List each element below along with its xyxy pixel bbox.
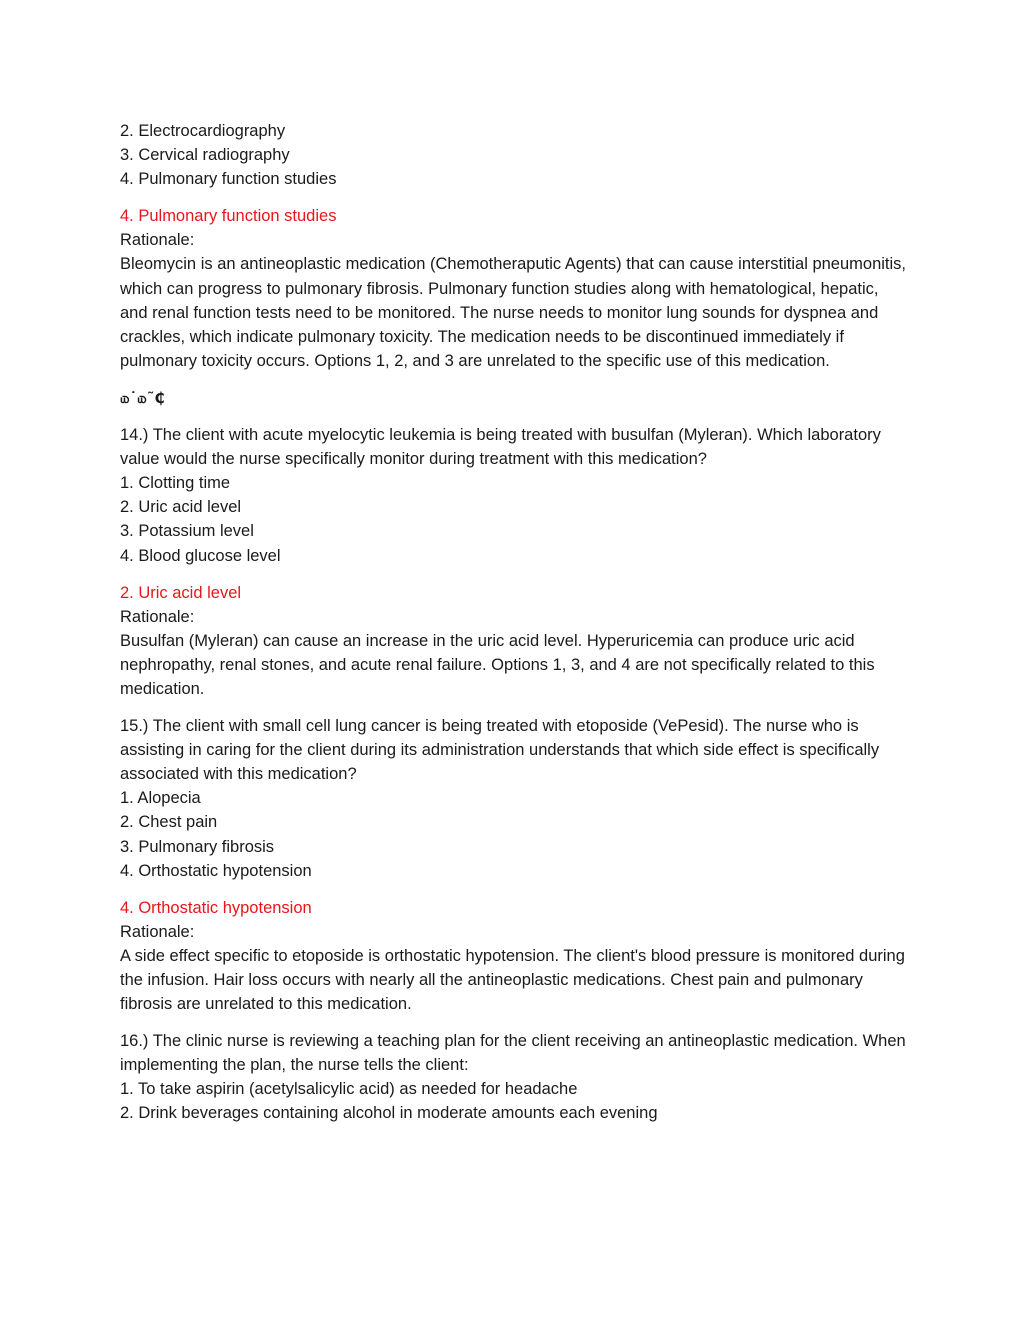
q13-option-2: 2. Electrocardiography: [120, 122, 286, 140]
q16-option-1: 1. To take aspirin (acetylsalicylic acid) as needed for headache: [120, 1080, 578, 1099]
q16-option-2: 2. Drink beverages containing alcohol in moderate amounts each evening: [120, 1104, 658, 1123]
q14-option-2: 2. Uric acid level: [120, 498, 242, 517]
q15-question: 15.) The client with small cell lung cancer is being treated with etoposide (VePesid). The nurse who is assisting in caring for the client during its administration understands that which side effect is specifically associated with this medication?: [120, 717, 880, 784]
q14-option-4: 4. Blood glucose level: [120, 546, 281, 565]
q15-option-3: 3. Pulmonary fibrosis: [120, 837, 275, 856]
document-page: [120, 119, 910, 1126]
q15-option-4: 4. Orthostatic hypotension: [120, 861, 312, 880]
q15-rationale-label: Rationale:: [120, 922, 195, 941]
q14-option-3: 3. Potassium level: [120, 522, 254, 541]
q14-answer: 2. Uric acid level: [120, 583, 242, 602]
q13-rationale-text: Bleomycin is an antineoplastic medication (Chemotheraputic Agents) that can cause interstitial pneumonitis, which can progress to pulmonary fibrosis. Pulmonary function studies along with hematological, hepatic, and renal function tests need to be monitored. The nurse needs to monitor lung sounds for dyspnea and crackles, which indicate pulmonary toxicity. The medication needs to be discontinued immediately if pulmonary toxicity occurs. Options 1, 2, and 3 are unrelated to the specific use of this medication.: [120, 255, 906, 370]
q14-rationale-text: Busulfan (Myleran) can cause an increase in the uric acid level. Hyperuricemia can produce uric acid nephropathy, renal stones, and acute renal failure. Options 1, 3, and 4 are not specifically related to this medication.: [120, 631, 875, 698]
q16-question: 16.) The clinic nurse is reviewing a teaching plan for the client receiving an antineoplastic medication. When implementing the plan, the nurse tells the client:: [120, 1032, 906, 1075]
q14-question: 14.) The client with acute myelocytic leukemia is being treated with busulfan (Myleran). Which laboratory value would the nurse specifically monitor during treatment with this medication?: [120, 426, 881, 469]
q15-rationale-text: A side effect specific to etoposide is orthostatic hypotension. The client's blood pressure is monitored during the infusion. Hair loss occurs with nearly all the antineoplastic medications. Chest pain and pulmonary fibrosis are unrelated to this medication.: [120, 946, 905, 1014]
q15-option-1: 1. Alopecia: [120, 789, 201, 808]
q13-answer: 4. Pulmonary function studies: [120, 207, 337, 226]
q15-answer: 4. Orthostatic hypotension: [120, 898, 312, 917]
q13-rationale-label: Rationale:: [120, 231, 195, 250]
question-13-options: [120, 119, 910, 191]
q13-option-3: 3. Cervical radiography: [120, 146, 290, 165]
q14-option-1: 1. Clotting time: [120, 474, 231, 493]
garbled-glyphs: ௰˙௰˜₵: [120, 388, 165, 407]
q13-option-4: 4. Pulmonary function studies: [120, 170, 337, 189]
q15-option-2: 2. Chest pain: [120, 813, 218, 832]
q14-rationale-label: Rationale:: [120, 607, 195, 626]
